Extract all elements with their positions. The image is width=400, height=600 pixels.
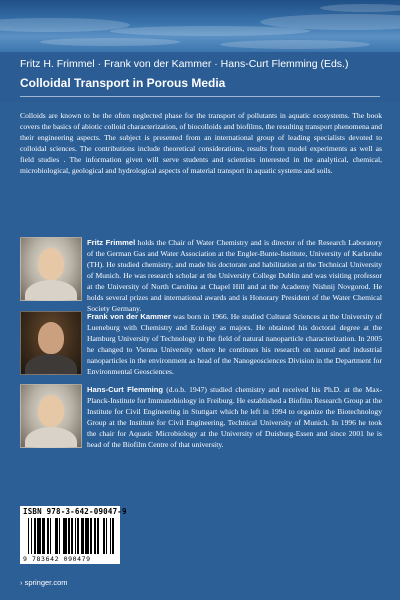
bio-body: (d.o.b. 1947) studied chemistry and received his Ph.D. at the Max-Planck-Institute for Immunobiology in Freiburg. He established a Biofilm Research Group at the Institute for Civil Engineering in Stuttgart which he left in 1994 to organize the Biotechnology Group at the Institute for Civil Engineering, Technical University of Munich. In 1996 he took the chair for Aquatic Microbiology at the University of Duisburg-Essen and since 2001 he is head of the Biofilm Centre of that university. [87, 385, 382, 449]
barcode-bars [28, 518, 114, 554]
bio-body: was born in 1966. He studied Cultural Sciences at the University of Lueneburg with Chemistry and Ecology as majors. He obtained his doctoral degree at the Hamburg University of Technology in the field of natural nanoparticle characterization. In 2005 he changed to Vienna University where he continues his research on natural and industrial nanoparticles in the environment as head of the Nanogeosciences Division in the Department for Environmental Geosciences. [87, 312, 382, 376]
author-photo-von-der-kammer [20, 311, 82, 375]
isbn-barcode [20, 506, 127, 564]
book-title: Colloidal Transport in Porous Media [20, 76, 226, 90]
author-name: Hans-Curt Flemming [87, 385, 164, 394]
bio-body: holds the Chair of Water Chemistry and is director of the Research Laboratory of the German Gas and Water Association at the Engler-Bunte-Institute, University of Karlsruhe (TH). He studied chemistry, and made his doctorate and habilitation at the Technical University of Munich. He was research scholar at the University College Dublin and was visiting professor at the University of North Carolina at Chapel Hill and at the Academy Nishnij Novgorod. He holds several prizes and international awards and is Honorary President of the Water Chemical Society Germany. [87, 238, 382, 313]
book-summary: Colloids are known to be the often neglected phase for the transport of pollutants in aquatic ecosystems. The book covers the basics of abiotic colloid characterization, of biocolloids and biofilms, the resulting transport phenomena and their engineering aspects. The subject is presented from an international group of leading specialists devoted to colloidal sciences. The contributions include theoretical considerations, results from model experiments as well as field studies . The information given will serve students and scientists interested in the analytical, chemical, microbiological, geological and hydrological aspects of material transport in aquatic systems and soils. [20, 111, 382, 175]
author-photo-frimmel [20, 237, 82, 301]
bio-text [87, 237, 382, 314]
bio-text [87, 384, 382, 450]
bio-frimmel [20, 237, 382, 317]
bio-text [87, 311, 382, 377]
bio-flemming [20, 384, 382, 464]
isbn-number: ISBN 978-3-642-09047-9 [23, 507, 127, 516]
ean-digits: 9 783642 090479 [23, 555, 91, 563]
divider [20, 96, 380, 97]
cover-water-image [0, 0, 400, 52]
author-name: Fritz Frimmel [87, 238, 136, 247]
bio-von-der-kammer [20, 311, 382, 391]
editors-line: Fritz H. Frimmel · Frank von der Kammer · Hans-Curt Flemming (Eds.) [20, 58, 349, 70]
author-photo-flemming [20, 384, 82, 448]
author-name: Frank von der Kammer [87, 312, 171, 321]
publisher-url: › springer.com [20, 578, 68, 587]
